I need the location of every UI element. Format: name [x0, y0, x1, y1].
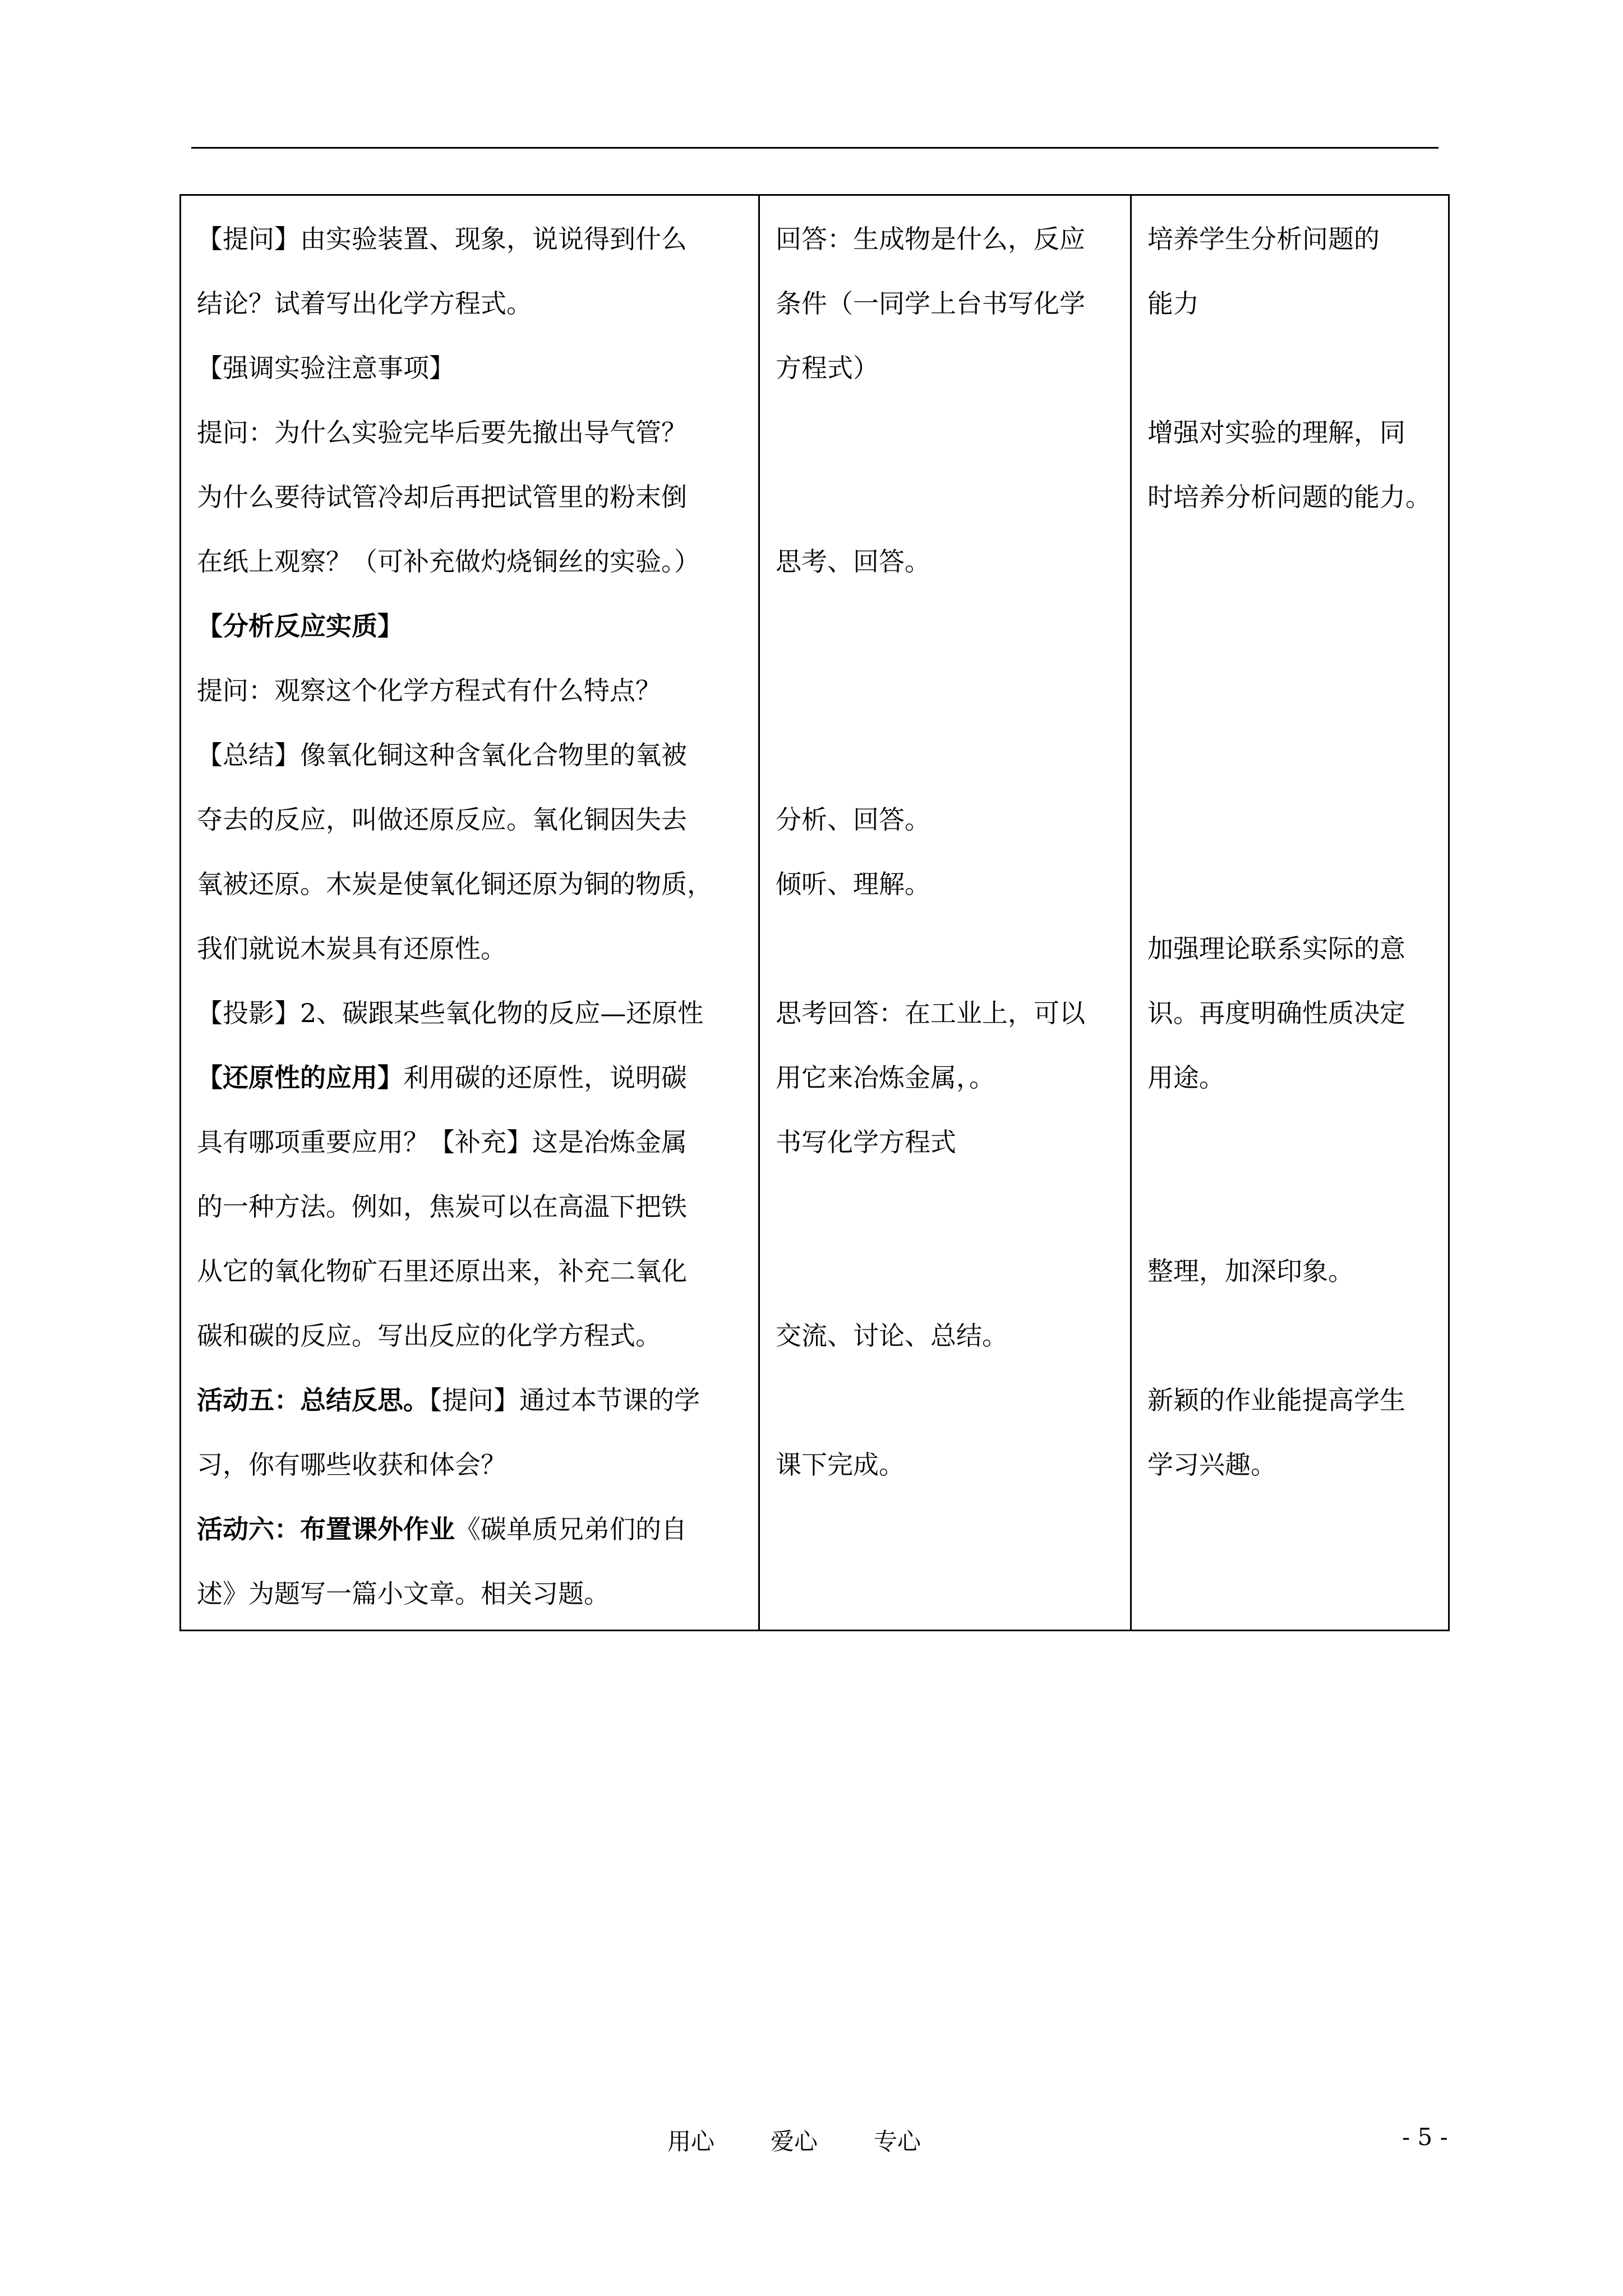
text-line: 用途。	[1147, 1062, 1225, 1093]
text-line	[197, 1368, 744, 1433]
text-line	[776, 594, 1115, 659]
text-segment: 活动五：总结反思。	[197, 1385, 429, 1415]
text-segment: 从它的氧化物矿石里还原出来，补充二氧化	[197, 1256, 687, 1286]
text-segment: 夺去的反应，叫做还原反应。氧化铜因失去	[197, 804, 687, 835]
text-line	[1147, 594, 1433, 659]
text-line	[197, 594, 744, 659]
text-line	[197, 1497, 744, 1562]
text-line	[1147, 1497, 1433, 1562]
text-segment: 提问：为什么实验完毕后要先撤出导气管？	[197, 417, 687, 448]
text-line: 方程式）	[776, 353, 879, 383]
text-line	[776, 1175, 1115, 1239]
page-number: - 5 -	[1402, 2123, 1448, 2151]
text-segment: 习，你有哪些收获和体会？	[197, 1450, 506, 1480]
text-segment: 【投影】2、碳跟某些氧化物的反应—还原性	[197, 998, 704, 1028]
text-line: 学习兴趣。	[1147, 1450, 1276, 1480]
text-line	[776, 1497, 1115, 1562]
text-line	[1147, 852, 1433, 917]
page-footer	[667, 2123, 977, 2157]
text-line: 用它来冶炼金属，。	[776, 1062, 995, 1093]
text-line	[197, 207, 744, 272]
text-line: 识。再度明确性质决定	[1147, 998, 1405, 1028]
text-line: 时培养分析问题的能力。	[1147, 482, 1431, 512]
text-line: 增强对实验的理解，同	[1147, 417, 1405, 448]
text-segment: 为什么要待试管冷却后再把试管里的粉末倒	[197, 482, 687, 512]
text-line	[197, 1239, 744, 1304]
motto-item: 用心	[667, 2128, 715, 2155]
text-line: 条件（一同学上台书写化学	[776, 288, 1085, 319]
motto-item: 爱心	[771, 2128, 818, 2155]
text-line	[776, 1368, 1115, 1433]
text-line	[776, 465, 1115, 530]
text-segment: 【还原性的应用】	[197, 1062, 403, 1093]
text-line	[197, 336, 744, 401]
text-line: 整理，加深印象。	[1147, 1256, 1354, 1286]
text-line: 加强理论联系实际的意	[1147, 933, 1405, 964]
text-segment: 提问：观察这个化学方程式有什么特点？	[197, 675, 661, 706]
text-line	[1147, 723, 1433, 788]
text-segment: 【强调实验注意事项】	[197, 353, 455, 383]
text-line	[197, 1046, 744, 1110]
student-activity-column	[759, 195, 1131, 1631]
text-line	[197, 1175, 744, 1239]
text-line	[1147, 659, 1433, 723]
text-line	[776, 1239, 1115, 1304]
text-line: 思考、回答。	[776, 546, 930, 577]
text-segment: 《碳单质兄弟们的自	[455, 1514, 687, 1544]
text-line	[197, 1562, 744, 1626]
text-line	[1147, 336, 1433, 401]
text-line	[197, 401, 744, 465]
text-segment: 活动六：布置课外作业	[197, 1514, 455, 1544]
text-line	[197, 1110, 744, 1175]
text-line	[197, 272, 744, 336]
text-segment: 【总结】像氧化铜这种含氧化合物里的氧被	[197, 740, 687, 770]
text-line	[1147, 788, 1433, 852]
text-line: 能力	[1147, 288, 1199, 319]
text-line	[197, 981, 744, 1046]
motto-item: 专心	[874, 2128, 921, 2155]
text-line	[197, 1433, 744, 1497]
text-line	[197, 852, 744, 917]
footer-motto	[667, 2128, 977, 2155]
lesson-plan-table	[179, 194, 1450, 1631]
text-segment: 结论？试着写出化学方程式。	[197, 288, 532, 319]
text-line: 回答：生成物是什么，反应	[776, 224, 1085, 254]
text-line	[776, 1562, 1115, 1626]
text-segment: 的一种方法。例如，焦炭可以在高温下把铁	[197, 1191, 687, 1222]
text-line	[1147, 530, 1433, 594]
text-segment: 在纸上观察？（可补充做灼烧铜丝的实验。）	[197, 546, 700, 577]
text-line	[197, 723, 744, 788]
text-segment: 氧被还原。木炭是使氧化铜还原为铜的物质，	[197, 869, 713, 899]
text-line	[1147, 1175, 1433, 1239]
text-line	[197, 465, 744, 530]
text-line	[197, 530, 744, 594]
text-segment: 【分析反应实质】	[197, 611, 403, 641]
text-line	[197, 788, 744, 852]
text-line	[776, 659, 1115, 723]
text-segment: 述》为题写一篇小文章。相关习题。	[197, 1579, 610, 1609]
text-line: 思考回答：在工业上，可以	[776, 998, 1085, 1028]
text-line: 倾听、理解。	[776, 869, 930, 899]
text-line	[1147, 1110, 1433, 1175]
text-line	[197, 917, 744, 981]
text-line	[776, 723, 1115, 788]
text-line: 分析、回答。	[776, 804, 930, 835]
text-segment: 利用碳的还原性，说明碳	[403, 1062, 687, 1093]
table-row	[181, 195, 1449, 1631]
teacher-activity-column	[181, 195, 759, 1631]
text-line: 培养学生分析问题的	[1147, 224, 1380, 254]
text-segment: 【提问】由实验装置、现象，说说得到什么	[197, 224, 687, 254]
text-line: 书写化学方程式	[776, 1127, 956, 1157]
text-segment: 我们就说木炭具有还原性。	[197, 933, 506, 964]
text-line: 交流、讨论、总结。	[776, 1320, 1008, 1351]
text-line	[1147, 1562, 1433, 1626]
text-segment: 【提问】通过本节课的学	[429, 1385, 700, 1415]
text-line	[197, 659, 744, 723]
text-line: 新颖的作业能提高学生	[1147, 1385, 1405, 1415]
text-line	[776, 401, 1115, 465]
text-line	[197, 1304, 744, 1368]
design-intent-column	[1131, 195, 1449, 1631]
text-segment: 具有哪项重要应用？【补充】这是冶炼金属	[197, 1127, 687, 1157]
header-rule	[191, 147, 1438, 149]
text-line	[776, 917, 1115, 981]
text-segment: 碳和碳的反应。写出反应的化学方程式。	[197, 1320, 661, 1351]
text-line	[1147, 1304, 1433, 1368]
text-line: 课下完成。	[776, 1450, 905, 1480]
